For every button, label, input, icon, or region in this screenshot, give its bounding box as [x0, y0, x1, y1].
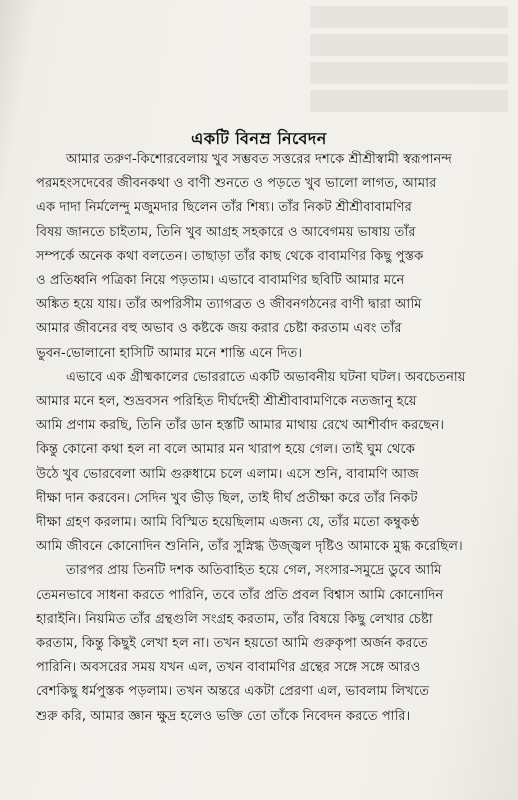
text-line: হারাইনি। নিয়মিত তাঁর গ্রন্থগুলি সংগ্রহ করতাম, তাঁর বিষয়ে কিছু লেখার চেষ্টা	[36, 611, 433, 627]
text-line: উঠে খুব ভোরবেলা আমি গুরুধামে চলে এলাম। এসে শুনি, বাবামণি আজ	[36, 466, 419, 482]
text-line: বিষয় জানতে চাইতাম, তিনি খুব আগ্রহ সহকারে ও আবেগময় ভাষায় তাঁর	[36, 224, 416, 240]
text-line: আমার তরুণ-কিশোরবেলায় খুব সম্ভবত সত্তরের দশকে শ্রীশ্রীস্বামী স্বরূপানন্দ	[66, 152, 452, 167]
page-title: একটি বিনম্র নিবেদন	[191, 129, 327, 148]
body-text	[36, 148, 488, 729]
text-line: ও প্রতিধ্বনি পত্রিকা নিয়ে পড়তাম। এভাবে বাবামণির ছবিটি আমার মনে	[36, 273, 405, 289]
text-line: ভুবন-ভোলানো হাসিটি আমার মনে শান্তি এনে দিত।	[36, 345, 303, 361]
paragraph-1	[36, 148, 488, 366]
text-line: এভাবে এক গ্রীষ্মকালের ভোররাতে একটি অভাবনীয় ঘটনা ঘটল। অবচেতনায়	[66, 369, 466, 385]
bleed-through-text	[300, 0, 518, 120]
text-line: তেমনভাবে সাধনা করতে পারিনি, তবে তাঁর প্রতি প্রবল বিশ্বাস আমি কোনোদিন	[36, 587, 444, 603]
text-line: তারপর প্রায় তিনটি দশক অতিবাহিত হয়ে গেল, সংসার-সমুদ্রে ডুবে আমি	[66, 563, 442, 579]
text-line: করতাম, কিন্তু কিছুই লেখা হল না। তখন হয়তো আমি গুরুকৃপা অর্জন করতে	[36, 636, 428, 652]
text-line: শুরু করি, আমার জ্ঞান ক্ষুদ্র হলেও ভক্তি তো তাঁকে নিবেদন করতে পারি।	[36, 708, 411, 724]
text-line: দীক্ষা গ্রহণ করলাম। আমি বিস্মিত হয়েছিলাম এজন্য যে, তাঁর মতো কম্বুকণ্ঠ	[36, 515, 420, 531]
text-line: এক দাদা নির্মলেন্দু মজুমদার ছিলেন তাঁর শিষ্য। তাঁর নিকট শ্রীশ্রীবাবামণির	[36, 200, 412, 216]
text-line: কিন্তু কোনো কথা হল না বলে আমার মন খারাপ হয়ে গেল। তাই ঘুম থেকে	[36, 442, 415, 458]
paragraph-2	[36, 366, 488, 560]
text-line: অঙ্কিত হয়ে যায়। তাঁর অপরিসীম ত্যাগব্রত ও জীবনগঠনের বাণী দ্বারা আমি	[36, 297, 422, 313]
paragraph-3	[36, 559, 488, 728]
text-line: আমি প্রণাম করছি, তিনি তাঁর ডান হস্তটি আমার মাথায় রেখে আশীর্বাদ করছেন।	[36, 418, 445, 434]
text-line: পরমহংসদেবের জীবনকথা ও বাণী শুনতে ও পড়তে খুব ভালো লাগত, আমার	[36, 176, 437, 192]
text-line: বেশকিছু ধর্মপুস্তক পড়লাম। তখন অন্তরে একটা প্রেরণা এল, ভাবলাম লিখতে	[36, 684, 430, 700]
text-line: আমি জীবনে কোনোদিন শুনিনি, তাঁর সুস্নিগ্ধ উজ্জ্বল দৃষ্টিও আমাকে মুগ্ধ করেছিল।	[36, 539, 463, 555]
text-line: আমার জীবনের বহু অভাব ও কষ্টকে জয় করার চেষ্টা করতাম এবং তাঁর	[36, 321, 402, 337]
text-line: সম্পর্কে অনেক কথা বলতেন। তাছাড়া তাঁর কাছ থেকে বাবামণির কিছু পুস্তক	[36, 248, 424, 264]
text-line: আমার মনে হল, শুভ্রবসন পরিহিত দীর্ঘদেহী শ্রীশ্রীবাবামণিকে নতজানু হয়ে	[36, 394, 417, 410]
text-line: পারিনি। অবসরের সময় যখন এল, তখন বাবামণির গ্রন্থের সঙ্গে সঙ্গে আরও	[36, 660, 421, 676]
text-line: দীক্ষা দান করবেন। সেদিন খুব ভীড় ছিল, তাই দীর্ঘ প্রতীক্ষা করে তাঁর নিকট	[36, 490, 418, 506]
